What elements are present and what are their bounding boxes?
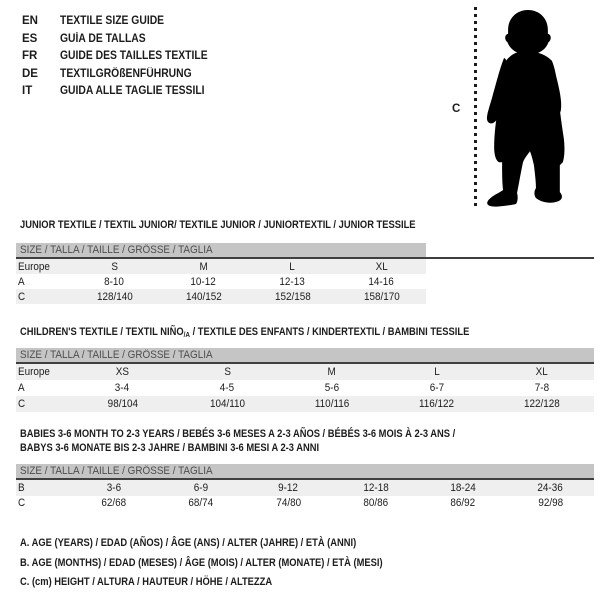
guide-title: TEXTILE SIZE GUIDE	[60, 15, 165, 27]
size-cell-text: 92/98	[537, 497, 563, 510]
row-label	[16, 274, 70, 289]
size-cell-text: S	[223, 366, 231, 378]
size-cell	[248, 259, 337, 274]
size-cell	[384, 380, 489, 396]
row-label-text: Europe	[18, 366, 50, 378]
guide-title: TEXTILGRÖßENFÜHRUNG	[60, 67, 192, 80]
table-row	[16, 289, 426, 304]
size-cell	[384, 396, 489, 412]
size-cell	[159, 259, 248, 274]
size-cell-text: 74/80	[275, 497, 301, 510]
row-label	[16, 259, 70, 274]
size-header-text: SIZE / TALLA / TAILLE / GRÖSSE / TAGLIA	[20, 465, 213, 477]
size-cell-text: 152/158	[274, 290, 311, 303]
guide-title: GUIDE DES TAILLES TEXTILE	[60, 50, 208, 62]
size-cell-text: 10-12	[190, 275, 217, 288]
row-label-text: A	[18, 275, 25, 288]
size-cell-text: 4-5	[220, 382, 235, 394]
language-code: IT	[22, 85, 33, 97]
table-title-junior	[20, 218, 485, 232]
table-title-text	[20, 218, 416, 232]
size-cell-text: 12-18	[362, 481, 389, 494]
table-row	[16, 259, 426, 274]
size-cell	[70, 396, 175, 412]
size-cell-text: XL	[535, 366, 548, 378]
row-label	[16, 496, 70, 512]
size-cell	[419, 480, 506, 496]
size-cell	[507, 480, 594, 496]
size-cell	[489, 364, 594, 380]
language-list	[22, 13, 224, 101]
size-cell	[280, 364, 385, 380]
size-cell-text: L	[434, 366, 440, 378]
size-cell-text: 18-24	[450, 481, 476, 494]
size-cell-text: M	[327, 366, 337, 378]
size-header-text: SIZE / TALLA / TAILLE / GRÖSSE / TAGLIA	[20, 349, 213, 361]
size-cell	[507, 496, 594, 512]
size-cell	[159, 274, 248, 289]
language-code: FR	[22, 50, 38, 62]
table-title-text	[20, 427, 455, 455]
size-table-children	[16, 364, 594, 412]
size-cell	[489, 396, 594, 412]
row-label-text: C	[18, 290, 26, 303]
size-cell	[384, 364, 489, 380]
table-row	[16, 274, 426, 289]
size-cell	[175, 364, 280, 380]
size-table-junior	[16, 259, 426, 304]
height-measure-label: C	[452, 103, 461, 115]
size-cell-text: 6-7	[429, 382, 444, 394]
size-header-bar-babies	[16, 464, 594, 478]
table-row	[16, 480, 594, 496]
language-row	[22, 13, 224, 31]
title-subscript: /A	[183, 330, 190, 339]
size-cell	[280, 380, 385, 396]
footnote-height-cm: C. (cm) HEIGHT / ALTURA / HAUTEUR / HÖHE / ALTEZZA	[20, 576, 273, 588]
size-cell	[489, 380, 594, 396]
title-segment: / TEXTILE DES ENFANTS / KINDERTEXTIL / BAMBINI TESSILE	[189, 326, 470, 338]
size-header-bar-children	[16, 348, 594, 362]
size-cell-text: S	[111, 260, 118, 273]
size-cell	[175, 396, 280, 412]
size-cell-text: 14-16	[368, 275, 395, 288]
row-label	[16, 480, 70, 496]
footnote-age-years: A. AGE (YEARS) / EDAD (AÑOS) / ÂGE (ANS) / ALTER (JAHRE) / ETÀ (ANNI)	[20, 537, 357, 549]
guide-title: GUÍA DE TALLAS	[60, 32, 146, 45]
size-cell-text: XL	[375, 260, 388, 273]
size-header-text: SIZE / TALLA / TAILLE / GRÖSSE / TAGLIA	[20, 244, 213, 256]
size-cell-text: 80/86	[363, 497, 389, 510]
size-cell-text: 116/122	[419, 398, 455, 410]
table-title-babies	[20, 427, 532, 455]
language-code: ES	[22, 32, 38, 45]
size-cell	[419, 496, 506, 512]
table-row	[16, 380, 594, 396]
title-segment: JUNIOR TEXTILE / TEXTIL JUNIOR/ TEXTILE JUNIOR / JUNIORTEXTIL / JUNIOR TESSILE	[20, 219, 416, 231]
size-cell-text: 86/92	[450, 497, 476, 510]
size-cell	[248, 289, 337, 304]
table-title-children	[20, 325, 549, 342]
size-cell-text: M	[199, 260, 208, 273]
row-label-text: C	[18, 497, 26, 510]
size-table-babies	[16, 480, 594, 511]
size-cell-text: 110/116	[314, 398, 350, 410]
size-cell	[337, 274, 426, 289]
table-title-text	[20, 325, 469, 342]
size-cell-text: 158/170	[363, 290, 400, 303]
size-cell	[70, 289, 159, 304]
size-cell-text: 98/104	[107, 398, 138, 410]
table-row	[16, 364, 594, 380]
size-cell-text: 122/128	[523, 398, 560, 410]
title-segment: BABYS 3-6 MONATE BIS 2-3 JAHRE / BAMBINI 3-6 MESI A 2-3 ANNI	[20, 442, 320, 454]
size-cell-text: 8-10	[104, 275, 125, 288]
size-cell-text: L	[289, 260, 296, 273]
size-cell	[157, 496, 244, 512]
size-cell	[245, 480, 332, 496]
size-cell	[70, 259, 159, 274]
row-label-text: B	[18, 481, 25, 494]
row-label	[16, 380, 70, 396]
size-cell-text: 3-6	[106, 481, 121, 494]
size-cell-text: 24-36	[537, 481, 563, 494]
footnote-age-months: B. AGE (MONTHS) / EDAD (MESES) / ÂGE (MOIS) / ALTER (MONATE) / ETÀ (MESI)	[20, 556, 383, 569]
size-cell	[332, 480, 419, 496]
guide-title: GUIDA ALLE TAGLIE TESSILI	[60, 85, 205, 97]
size-cell	[248, 274, 337, 289]
size-cell-text: 5-6	[324, 382, 340, 394]
size-cell	[70, 380, 175, 396]
size-cell	[70, 480, 157, 496]
size-cell-text: XS	[115, 366, 129, 378]
row-label-text: Europe	[18, 260, 50, 273]
size-cell-text: 7-8	[534, 382, 549, 394]
size-header-bar-junior	[16, 243, 426, 257]
row-label	[16, 364, 70, 380]
title-segment: CHILDREN'S TEXTILE / TEXTIL NIÑO	[20, 326, 184, 338]
size-cell	[337, 289, 426, 304]
size-cell-text: 128/140	[96, 290, 133, 303]
language-row	[22, 31, 224, 49]
language-code: DE	[22, 67, 38, 80]
size-cell	[175, 380, 280, 396]
table-row	[16, 396, 594, 412]
size-cell	[159, 289, 248, 304]
size-cell	[70, 364, 175, 380]
size-cell-text: 104/110	[209, 398, 245, 410]
size-cell	[70, 496, 157, 512]
size-cell-text: 6-9	[193, 481, 209, 494]
size-cell-text: 68/74	[188, 497, 214, 510]
height-measure-dotted-line	[474, 7, 477, 209]
size-cell-text: 12-13	[279, 275, 306, 288]
size-cell	[245, 496, 332, 512]
row-label	[16, 396, 70, 412]
baby-silhouette-icon	[478, 6, 570, 209]
language-code: EN	[22, 15, 38, 27]
size-cell	[157, 480, 244, 496]
title-segment: BABIES 3-6 MONTH TO 2-3 YEARS / BEBÉS 3-6 MESES A 2-3 AÑOS / BÉBÉS 3-6 MOIS À 2-3 ANS /	[20, 428, 456, 440]
size-cell	[332, 496, 419, 512]
size-cell-text: 62/68	[101, 497, 127, 510]
size-cell	[70, 274, 159, 289]
row-label-text: A	[18, 382, 25, 394]
size-cell	[280, 396, 385, 412]
size-cell-text: 3-4	[115, 382, 130, 394]
row-label	[16, 289, 70, 304]
size-cell-text: 140/152	[185, 290, 222, 303]
row-label-text: C	[18, 398, 26, 410]
footnotes	[20, 534, 447, 593]
language-row	[22, 48, 224, 66]
table-row	[16, 496, 594, 512]
language-row	[22, 83, 224, 101]
language-row	[22, 66, 224, 84]
size-cell-text: 9-12	[278, 481, 299, 494]
size-cell	[337, 259, 426, 274]
